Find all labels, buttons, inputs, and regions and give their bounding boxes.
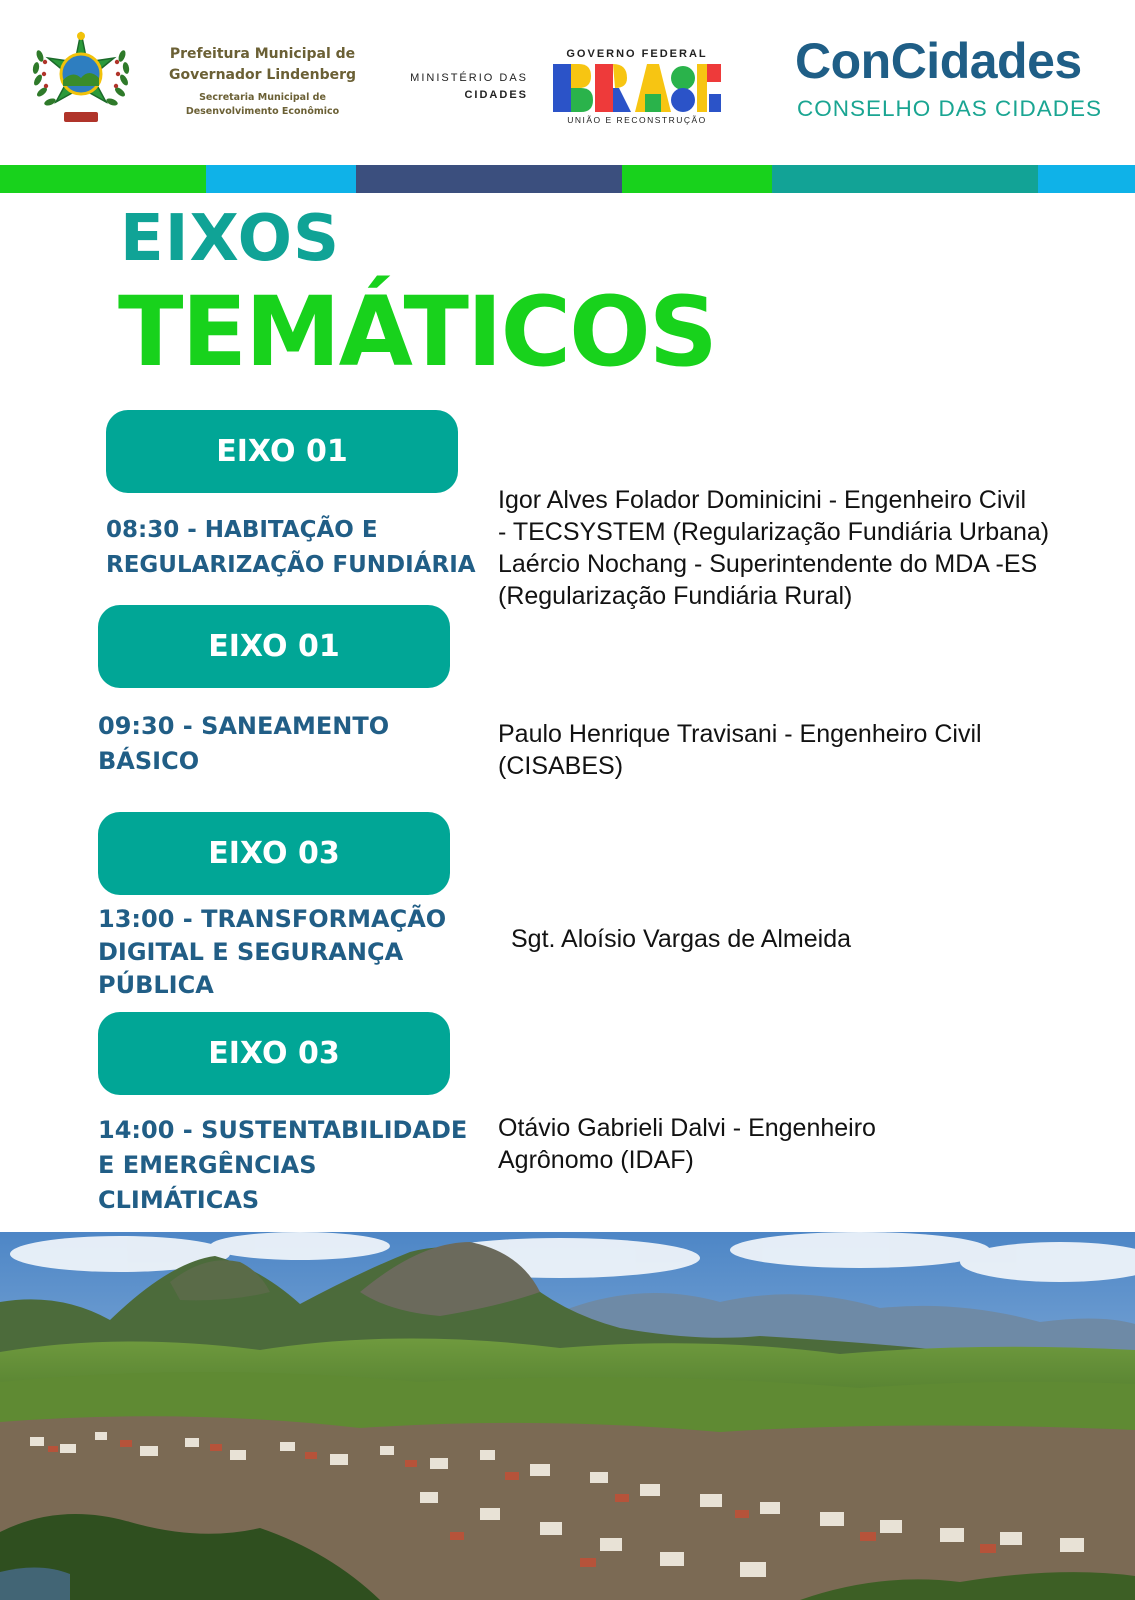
eixo-3-speakers (511, 923, 851, 955)
eixo-4-time-line: E EMERGÊNCIAS (98, 1151, 317, 1179)
eixo-3-time-title (98, 903, 446, 1002)
uniao-reconstrucao-label: UNIÃO E RECONSTRUÇÃO (567, 115, 707, 125)
stripe-sky (206, 165, 356, 193)
eixo-1-speaker-line: Igor Alves Folador Dominicini - Engenheiro Civil (498, 486, 1027, 514)
eixo-3-time-line: PÚBLICA (98, 971, 214, 999)
color-stripe-divider (0, 165, 1135, 193)
eixo-1-speaker-line: Laércio Nochang - Superintendente do MDA -ES (498, 550, 1038, 578)
eixo-4-speakers (498, 1112, 876, 1176)
eixo-1-speaker-line: - TECSYSTEM (Regularização Fundiária Urbana) (498, 518, 1050, 546)
eixo-1-speaker-line: (Regularização Fundiária Rural) (498, 582, 853, 610)
eixo-2-time-line: 09:30 - SANEAMENTO (98, 712, 390, 740)
eixo-1-time-line: 08:30 - HABITAÇÃO E (106, 517, 378, 543)
header (0, 0, 1135, 165)
eixo-4-time-line: CLIMÁTICAS (98, 1186, 260, 1214)
eixo-4-pill: EIXO 03 (98, 1012, 450, 1095)
eixo-4-speaker-line: Otávio Gabrieli Dalvi - Engenheiro (498, 1114, 876, 1142)
ministerio-line2: CIDADES (464, 89, 528, 101)
eixo-2-time-title (98, 709, 389, 779)
stripe-green-2 (622, 165, 772, 193)
eixo-2-speaker-line: (CISABES) (498, 752, 624, 780)
ministerio-line1: MINISTÉRIO DAS (410, 72, 528, 84)
eixo-1-time-title (106, 513, 476, 583)
eixo-1-speakers (498, 484, 1049, 612)
eixo-3-time-line: DIGITAL E SEGURANÇA (98, 938, 404, 966)
eixo-1-time-line: REGULARIZAÇÃO FUNDIÁRIA (106, 552, 476, 578)
eixo-3-pill: EIXO 03 (98, 812, 450, 895)
secretaria-line2: Desenvolvimento Econômico (185, 106, 340, 117)
prefeitura-name-line2: Governador Lindenberg (168, 67, 357, 83)
stripe-navy (356, 165, 622, 193)
prefeitura-name-line1: Prefeitura Municipal de (169, 46, 356, 62)
governo-federal-label: GOVERNO FEDERAL (566, 48, 708, 60)
concidades-logo-title: ConCidades (795, 33, 1082, 89)
eixo-4-time-title (98, 1113, 467, 1218)
eixo-4-time-line: 14:00 - SUSTENTABILIDADE (98, 1116, 468, 1144)
page-title-line2: TEMÁTICOS (118, 276, 716, 388)
eixo-2-pill: EIXO 01 (98, 605, 450, 688)
page-title-line1: EIXOS (120, 202, 341, 276)
city-landscape-photo (0, 1232, 1135, 1600)
eixo-3-time-line: 13:00 - TRANSFORMAÇÃO (98, 905, 447, 933)
brasil-logo-icon (553, 64, 721, 112)
concidades-logo-subtitle: CONSELHO DAS CIDADES (797, 96, 1103, 121)
eixo-2-speakers (498, 718, 982, 782)
secretaria-line1: Secretaria Municipal de (199, 92, 326, 103)
eixo-1-pill: EIXO 01 (106, 410, 458, 493)
stripe-sky-2 (1038, 165, 1135, 193)
stripe-teal (772, 165, 1038, 193)
stripe-green (0, 165, 206, 193)
municipal-seal-icon (26, 28, 136, 132)
eixo-2-time-line: BÁSICO (98, 747, 200, 775)
eixo-4-speaker-line: Agrônomo (IDAF) (498, 1146, 694, 1174)
eixo-3-speaker-line: Sgt. Aloísio Vargas de Almeida (511, 925, 852, 953)
eixo-2-speaker-line: Paulo Henrique Travisani - Engenheiro Civil (498, 720, 982, 748)
